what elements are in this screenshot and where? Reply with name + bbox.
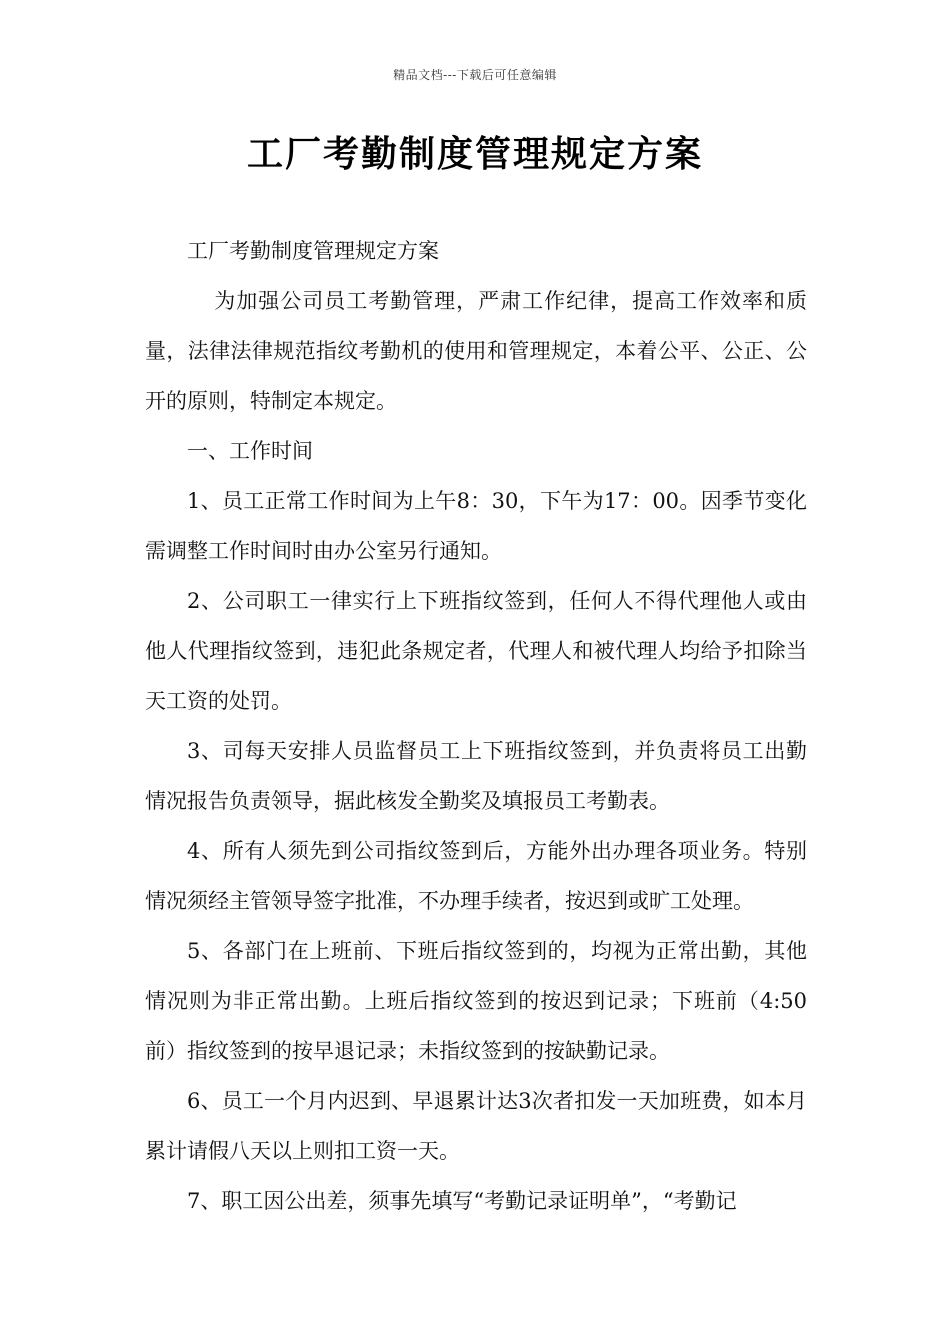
paragraph-rule-3: 3、司每天安排人员监督员工上下班指纹签到，并负责将员工出勤情况报告负责领导，据此核发全勤奖及填报员工考勤表。 — [145, 739, 807, 813]
paragraph-rule-6: 6、员工一个月内迟到、早退累计达3次者扣发一天加班费，如本月累计请假八天以上则扣工资一天。 — [145, 1089, 807, 1163]
section-heading-work-time: 一、工作时间 — [187, 439, 313, 463]
paragraph-subtitle: 工厂考勤制度管理规定方案 — [187, 239, 439, 263]
paragraph-rule-2: 2、公司职工一律实行上下班指纹签到，任何人不得代理他人或由他人代理指纹签到，违犯此条规定者，代理人和被代理人均给予扣除当天工资的处罚。 — [145, 589, 807, 713]
paragraph-rule-5: 5、各部门在上班前、下班后指纹签到的，均视为正常出勤，其他情况则为非正常出勤。上班后指纹签到的按迟到记录；下班前（4:50前）指纹签到的按早退记录；未指纹签到的按缺勤记录。 — [145, 939, 807, 1063]
header-note: 精品文档---下载后可任意编辑 — [393, 68, 557, 82]
paragraph-rule-4: 4、所有人须先到公司指纹签到后，方能外出办理各项业务。特别情况须经主管领导签字批准，不办理手续者，按迟到或旷工处理。 — [145, 839, 807, 913]
paragraph-intro: 为加强公司员工考勤管理，严肃工作纪律，提高工作效率和质量，法律法律规范指纹考勤机的使用和管理规定，本着公平、公正、公开的原则，特制定本规定。 — [145, 289, 807, 413]
paragraph-rule-7: 7、职工因公出差，须事先填写“考勤记录证明单”，“考勤记 — [187, 1189, 737, 1213]
document-title: 工厂考勤制度管理规定方案 — [246, 134, 703, 175]
paragraph-rule-1: 1、员工正常工作时间为上午8：30，下午为17：00。因季节变化需调整工作时间时由办公室另行通知。 — [145, 489, 807, 563]
document-body — [145, 226, 807, 1226]
